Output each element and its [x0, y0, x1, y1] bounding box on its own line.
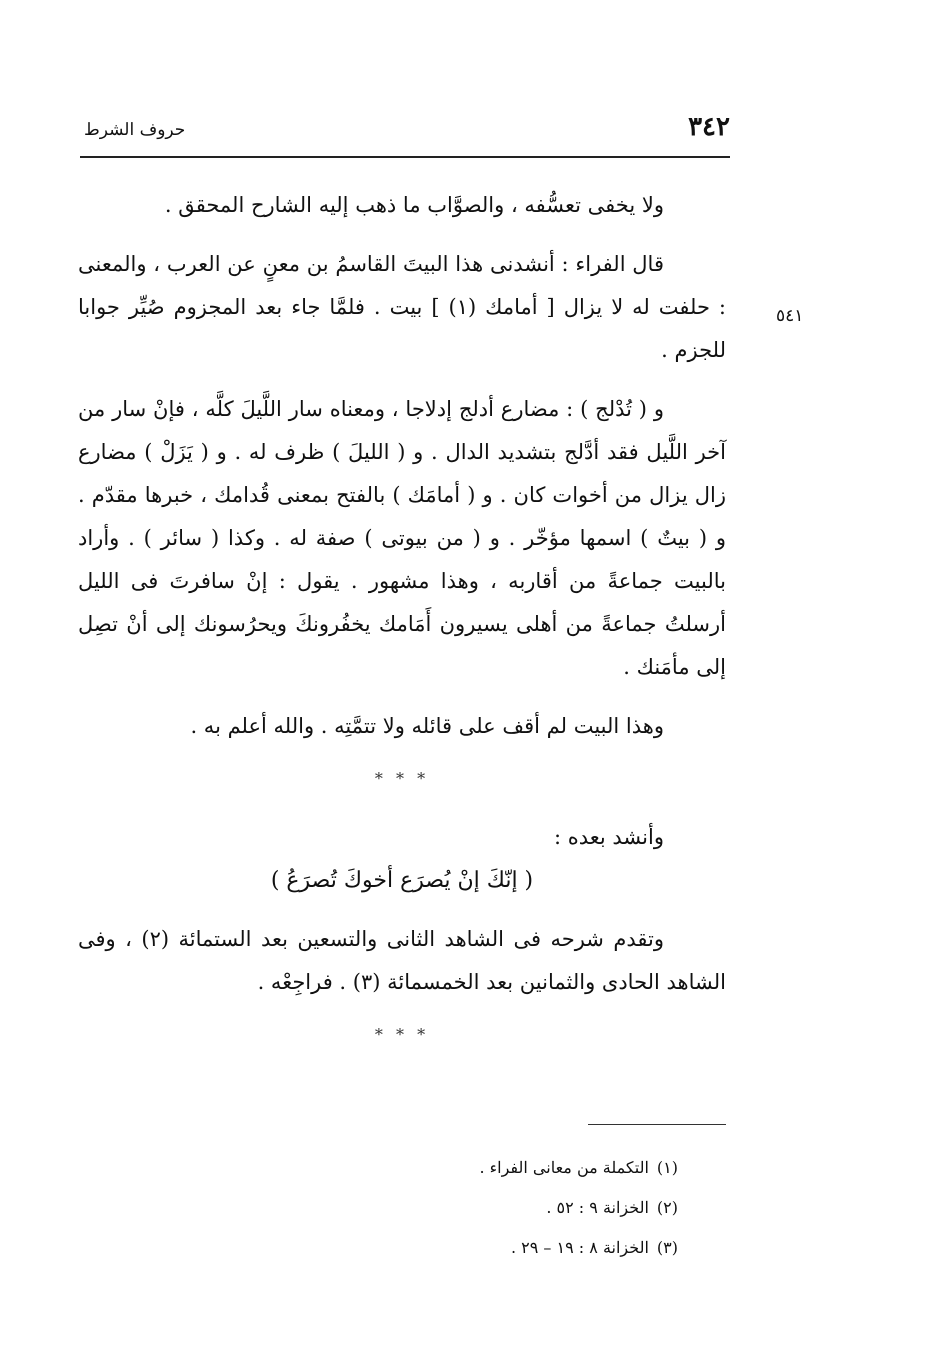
footnote-text: الخزانة ٩ : ٥٢ .: [546, 1198, 649, 1217]
verse-line: ( إنّكَ إنْ يُصرَع أخوكَ تُصرَعُ ): [270, 868, 534, 893]
section-separator: * * *: [374, 769, 430, 788]
section-separator: * * *: [374, 1025, 430, 1044]
paragraph-4: وهذا البيت لم أقف على قائله ولا تتمَّتِه . والله أعلم به .: [190, 714, 664, 738]
footnote-text: التكملة من معانى الفراء .: [479, 1158, 649, 1177]
footnote-number: (١): [656, 1158, 678, 1177]
footnote-number: (٣): [656, 1238, 678, 1257]
paragraph-2: قال الفراء : أنشدنى هذا البيتَ القاسمُ بن معنٍ عن العرب ، والمعنى : حلفت له لا يزال [ أمامك (١) ] بيت . فلمَّا جاء بعد المجزوم صُيِّر جوابا للجزم .: [78, 252, 726, 362]
footnote-number: (٢): [656, 1198, 678, 1217]
main-text: [78, 184, 726, 1050]
footnotes: [300, 1148, 678, 1268]
paragraph-6: وتقدم شرحه فى الشاهد الثانى والتسعين بعد الستمائة (٢) ، وفى الشاهد الحادى والثمانين بعد الخمسمائة (٣) . فراجِعْه .: [78, 927, 726, 994]
margin-number: ٥٤١: [776, 306, 804, 326]
paragraph-3: و ( تُدْلج ) : مضارع أدلج إدلاجا ، ومعناه سار اللَّيلَ كلَّه ، فإنْ سار من آخر اللَّيل فقد أدَّلج بتشديد الدال . و ( الليلَ ) ظرف له . و ( يَزَلْ ) مضارع زال يزال من أخوات كان . و ( أمامَك ) بالفتح بمعنى قُدامك ، خبرها مقدّم . و ( بيتٌ ) اسمها مؤخّر . و ( من بيوتى ) صفة له . وكذا ( سائر ) . وأراد بالبيت جماعةً من أقاربه ، وهذا مشهور . يقول : إنْ سافرتَ فى الليل أرسلتُ جماعةً من أهلى يسيرون أَمَامك يخفُرونكَ ويحرُسونك إلى أنْ تصِل إلى مأمَنك .: [78, 397, 726, 679]
footnote-rule: [588, 1124, 726, 1125]
paragraph-1: ولا يخفى تعسُّفه ، والصوَّاب ما ذهب إليه الشارح المحقق .: [164, 193, 664, 217]
header-rule: [80, 156, 730, 158]
page-header: [80, 108, 730, 156]
footnote-item: [300, 1188, 678, 1228]
footnote-text: الخزانة ٨ : ١٩ – ٢٩ .: [510, 1238, 649, 1257]
footnote-item: [300, 1148, 678, 1188]
footnote-item: [300, 1228, 678, 1268]
running-title: حروف الشرط: [84, 120, 186, 140]
paragraph-5: وأنشد بعده :: [553, 825, 664, 849]
page-number: ٣٤٢: [688, 112, 730, 142]
